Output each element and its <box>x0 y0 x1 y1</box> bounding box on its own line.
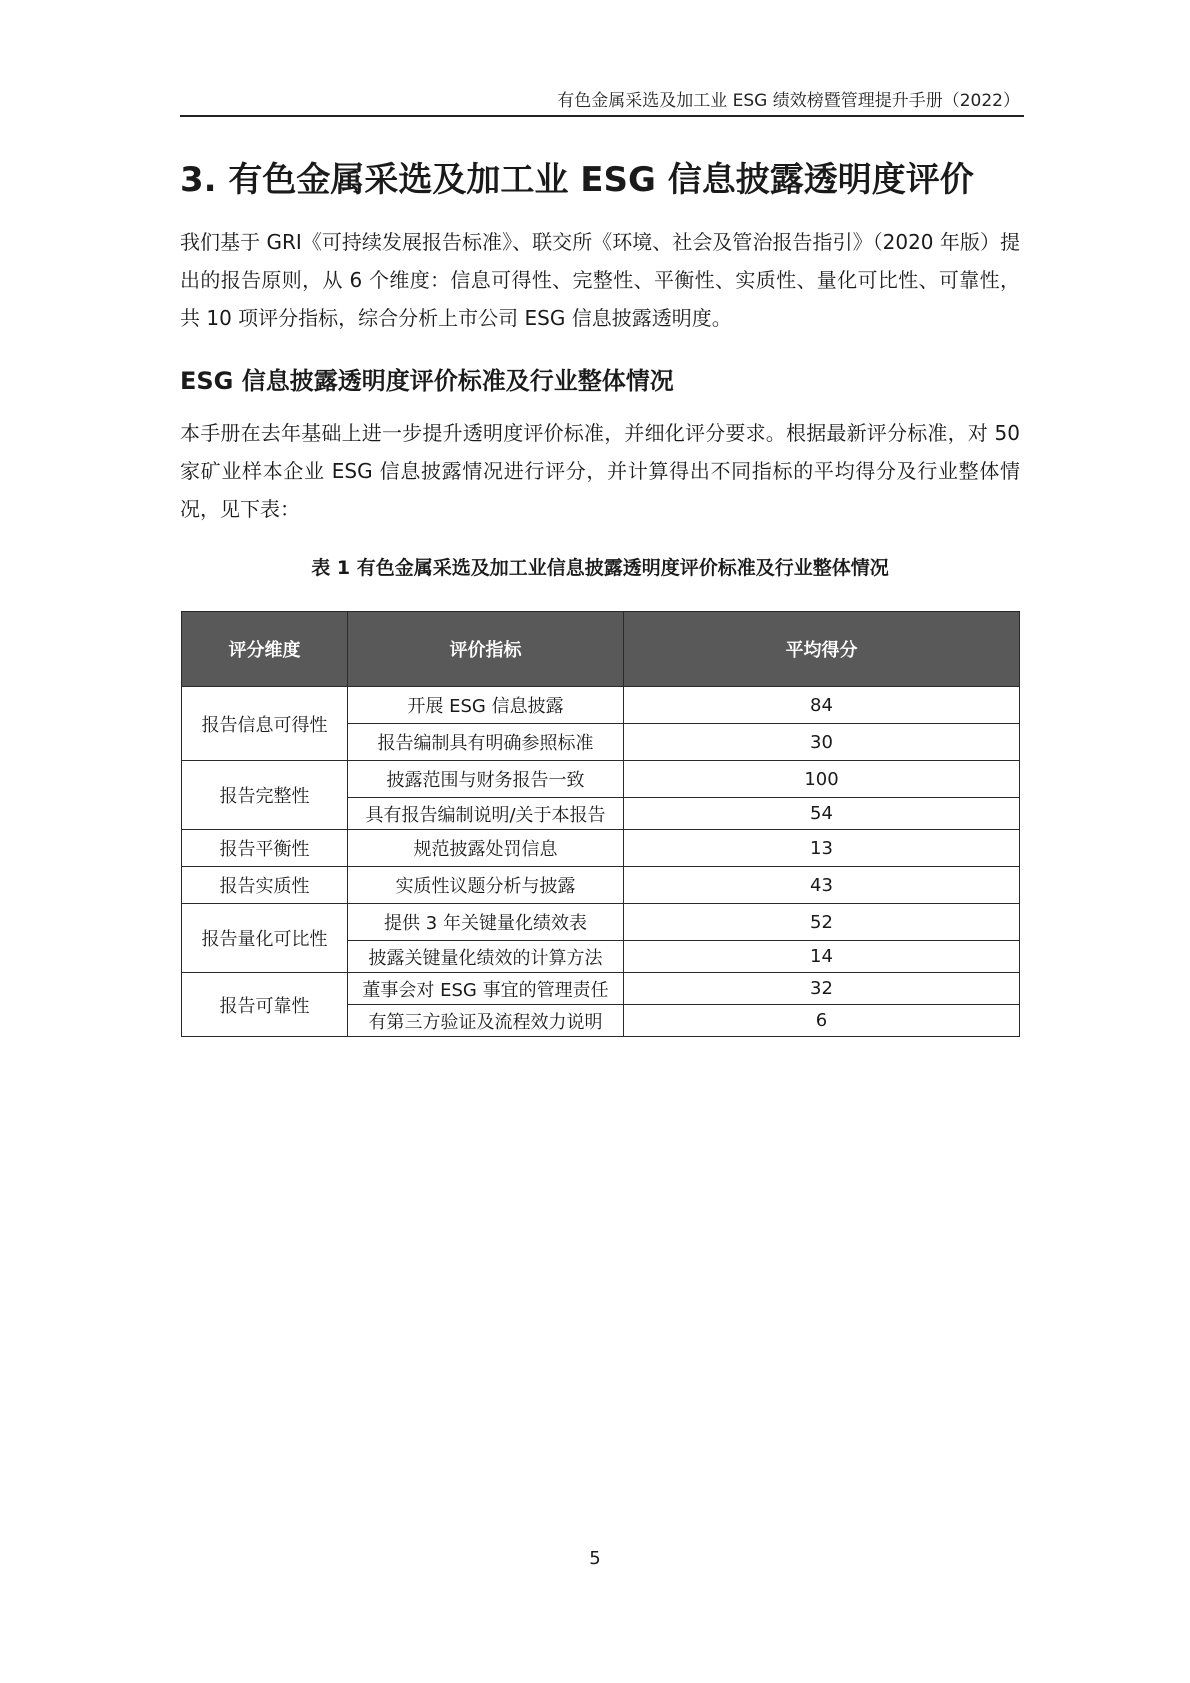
indicator-cell: 董事会对 ESG 事宜的管理责任 <box>348 973 624 1005</box>
indicator-cell: 有第三方验证及流程效力说明 <box>348 1005 624 1037</box>
indicator-cell: 报告编制具有明确参照标准 <box>348 724 624 761</box>
indicator-cell: 披露关键量化绩效的计算方法 <box>348 941 624 973</box>
header-dimension: 评分维度 <box>182 612 348 687</box>
score-cell: 30 <box>624 724 1020 761</box>
score-cell: 32 <box>624 973 1020 1005</box>
indicator-cell: 提供 3 年关键量化绩效表 <box>348 904 624 941</box>
indicator-cell: 具有报告编制说明/关于本报告 <box>348 798 624 830</box>
score-cell: 14 <box>624 941 1020 973</box>
section-title: 3. 有色金属采选及加工业 ESG 信息披露透明度评价 <box>180 160 974 200</box>
score-cell: 54 <box>624 798 1020 830</box>
table-row <box>182 904 1020 941</box>
indicator-cell: 规范披露处罚信息 <box>348 830 624 867</box>
header-score: 平均得分 <box>624 612 1020 687</box>
dimension-cell: 报告信息可得性 <box>182 687 348 761</box>
header-rule <box>180 115 1024 117</box>
score-cell: 84 <box>624 687 1020 724</box>
page-number: 5 <box>589 1548 601 1569</box>
score-cell: 52 <box>624 904 1020 941</box>
score-cell: 100 <box>624 761 1020 798</box>
indicator-cell: 实质性议题分析与披露 <box>348 867 624 904</box>
table-row <box>182 973 1020 1005</box>
body-paragraph: 本手册在去年基础上进一步提升透明度评价标准，并细化评分要求。根据最新评分标准，对 50 家矿业样本企业 ESG 信息披露情况进行评分，并计算得出不同指标的平均得分及行业整体情况，见下表： <box>180 421 1020 521</box>
running-header: 有色金属采选及加工业 ESG 绩效榜暨管理提升手册（2022） <box>557 91 1020 111</box>
table-row <box>182 867 1020 904</box>
table-row <box>182 687 1020 724</box>
dimension-cell: 报告实质性 <box>182 867 348 904</box>
score-cell: 6 <box>624 1005 1020 1037</box>
dimension-cell: 报告平衡性 <box>182 830 348 867</box>
table-caption: 表 1 有色金属采选及加工业信息披露透明度评价标准及行业整体情况 <box>311 557 889 579</box>
score-cell: 43 <box>624 867 1020 904</box>
table-header-row <box>182 612 1020 687</box>
table-row <box>182 830 1020 867</box>
score-cell: 13 <box>624 830 1020 867</box>
indicator-cell: 披露范围与财务报告一致 <box>348 761 624 798</box>
header-indicator: 评价指标 <box>348 612 624 687</box>
dimension-cell: 报告量化可比性 <box>182 904 348 973</box>
indicator-cell: 开展 ESG 信息披露 <box>348 687 624 724</box>
subsection-title: ESG 信息披露透明度评价标准及行业整体情况 <box>180 367 674 395</box>
table-row <box>182 761 1020 798</box>
dimension-cell: 报告完整性 <box>182 761 348 830</box>
evaluation-table <box>181 611 1020 1037</box>
intro-paragraph: 我们基于 GRI《可持续发展报告标准》、联交所《环境、社会及管治报告指引》（2020 年版）提出的报告原则，从 6 个维度：信息可得性、完整性、平衡性、实质性、量化可比性、可靠性，共 10 项评分指标，综合分析上市公司 ESG 信息披露透明度。 <box>180 230 1020 330</box>
dimension-cell: 报告可靠性 <box>182 973 348 1037</box>
